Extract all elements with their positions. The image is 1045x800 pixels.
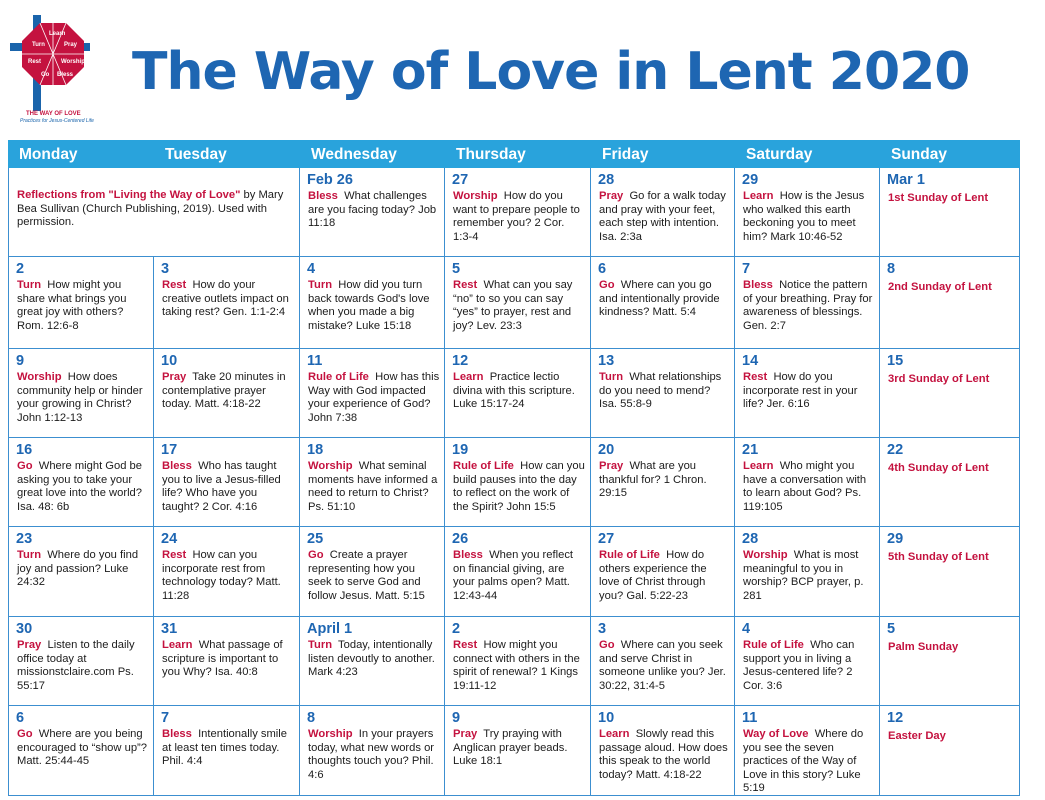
practice-keyword: Pray [599,460,624,472]
day-cell [445,527,591,617]
day-cell [880,706,1020,796]
day-cell [445,438,591,527]
reflection-question: Who might you have a conversation with to learn about God? [743,460,867,500]
day-cell [300,527,445,617]
reflection [453,460,586,514]
reflection-question: Take 20 minutes in contemplative prayer today. [162,371,286,411]
practice-keyword: Worship [453,190,498,202]
scripture-reference: Phil. 4:4 [162,755,203,768]
day-cell [735,438,880,527]
day-cell [880,257,1020,349]
day-header-sunday: Sunday [891,146,947,163]
date-number: 18 [307,442,324,458]
reflection-question: Who can support you in living a Jesus-centered life? [743,639,855,679]
practice-keyword: Turn [599,371,624,383]
reflection-question: Today, intentionally listen devoutly to another. [308,639,435,665]
reflection [743,549,875,603]
day-header-friday: Friday [602,146,649,163]
reflection [308,639,440,680]
day-cell [880,527,1020,617]
date-number: 23 [16,531,33,547]
reflection [453,639,586,693]
reflection [162,728,295,769]
day-cell [735,257,880,349]
day-cell [735,349,880,438]
date-number: April 1 [307,621,353,637]
reflection-question: Where do you see the seven practices of the Way of Love in this story? [743,728,864,781]
reflection-question: How can you incorporate rest from technology today? [162,549,266,589]
reflection-question: How is the Jesus who walked this earth beckoning you to meet him? [743,190,865,243]
date-number: 6 [598,261,607,277]
day-cell [735,617,880,706]
reflection-question: Where might God be asking you to take your great love into the world? [17,460,143,500]
reflection [308,460,440,514]
scripture-reference: John 15:5 [506,500,556,513]
practice-keyword: Worship [17,371,62,383]
scripture-reference: Ps. 51:10 [308,500,356,513]
date-number: 8 [307,710,316,726]
reflection [599,639,730,693]
date-number: 7 [161,710,170,726]
day-cell [154,349,300,438]
date-number: 4 [307,261,316,277]
date-number: 29 [742,172,759,188]
practice-keyword: Learn [599,728,630,740]
practice-keyword: Bless [453,549,483,561]
day-cell [154,257,300,349]
scripture-reference: Job 11:18 [308,203,437,230]
date-number: 2 [16,261,25,277]
practice-keyword: Go [17,460,33,472]
day-cell [735,527,880,617]
day-cell [591,257,735,349]
date-number: 20 [598,442,615,458]
date-number: 6 [16,710,25,726]
scripture-reference: Isa. 2:3a [599,230,642,243]
logo-word: Turn [32,42,45,48]
practice-keyword: Rule of Life [599,549,660,561]
date-number: 21 [742,442,759,458]
day-cell [154,527,300,617]
logo-tagline: Practices for Jesus-Centered Life [20,118,94,124]
day-cell [300,617,445,706]
reflection [17,728,149,769]
logo-word: Pray [64,42,78,48]
date-number: 31 [161,621,178,637]
reflection-question: How does community help or hinder your growing in Christ? [17,371,143,411]
date-number: 5 [887,621,896,637]
reflection [453,279,586,333]
day-cell [8,527,154,617]
reflection-question: How might you share what brings you great joy with others? [17,279,127,319]
scripture-reference: Mark 10:46-52 [770,230,843,243]
date-number: 5 [452,261,461,277]
day-cell [880,438,1020,527]
reflection [17,460,149,514]
practice-keyword: Bless [743,279,773,291]
day-cell [445,349,591,438]
scripture-reference: 2 Cor. 4:16 [202,500,258,513]
reflection [453,371,586,412]
scripture-reference: Lev. 23:3 [476,319,522,332]
scripture-reference: Luke 24:32 [17,562,129,589]
scripture-reference: Jer. 6:16 [766,398,810,411]
day-cell [8,617,154,706]
cross-octagon-icon [10,15,110,111]
date-number: 27 [598,531,615,547]
reflection-question: Go for a walk today and pray with your feet, each step with intention. [599,190,726,230]
reflection [17,549,149,590]
sunday-label: Easter Day [888,730,946,742]
practice-keyword: Rest [162,279,187,291]
date-number: 24 [161,531,178,547]
practice-keyword: Rest [453,639,478,651]
reflection-question: Listen to the daily office today at missionstclaire.com [17,639,135,679]
sunday-label: Palm Sunday [888,641,959,653]
day-cell [880,617,1020,706]
practice-keyword: Bless [162,460,192,472]
reflection [599,460,730,501]
date-number: 14 [742,353,759,369]
practice-keyword: Way of Love [743,728,809,740]
practice-keyword: Rule of Life [308,371,369,383]
day-header-thursday: Thursday [456,146,526,163]
reflection-question: What relationships do you need to mend? [599,371,722,397]
practice-keyword: Learn [162,639,193,651]
reflection [743,190,875,244]
date-number: 9 [16,353,25,369]
day-cell [591,349,735,438]
reflection [162,549,295,603]
logo-word: Learn [49,31,66,37]
scripture-reference: Rom. 12:6-8 [17,319,79,332]
date-number: 28 [742,531,759,547]
date-number: 19 [452,442,469,458]
reflection-question: Intentionally smile at least ten times today. [162,728,287,754]
reflection [743,728,875,796]
date-number: 13 [598,353,615,369]
reflection-question: Who has taught you to live a Jesus-filled life? Who have you taught? [162,460,281,513]
practice-keyword: Bless [162,728,192,740]
reflection [453,190,586,244]
reflection-question: How did you turn back towards God's love when you made a big mistake? [308,279,430,332]
practice-keyword: Worship [308,460,353,472]
day-cell [300,168,445,257]
date-number: Mar 1 [887,172,925,188]
way-of-love-logo [10,15,110,127]
sunday-label: 5th Sunday of Lent [888,551,989,563]
reflection-question: What challenges are you facing today? [308,190,427,216]
reflection-question: What are you thankful for? [599,460,697,486]
practice-keyword: Turn [17,279,42,291]
reflection [599,549,730,603]
reflection-question: In your prayers today, what new words or thoughts touch you? [308,728,435,768]
date-number: 7 [742,261,751,277]
date-number: 2 [452,621,461,637]
date-number: 3 [598,621,607,637]
reflection [162,460,295,514]
practice-keyword: Go [308,549,324,561]
practice-keyword: Learn [743,460,774,472]
reflection-question: Where can you go and intentionally provide kindness? [599,279,720,319]
date-number: 25 [307,531,324,547]
date-number: 26 [452,531,469,547]
reflection-question: What passage of scripture is important to you Why? [162,639,283,679]
date-number: 16 [16,442,33,458]
day-cell [445,706,591,796]
intro-title: Reflections from "Living the Way of Love" [17,189,241,201]
sunday-label: 4th Sunday of Lent [888,462,989,474]
date-number: 12 [887,710,904,726]
scripture-reference: Jer. 30:22, 31:4-5 [599,666,726,692]
reflection [453,728,586,769]
date-number: 12 [452,353,469,369]
practice-keyword: Learn [743,190,774,202]
date-number: 30 [16,621,33,637]
reflection [162,639,295,680]
scripture-reference: Isa. 40:8 [214,666,258,679]
scripture-reference: Matt. 4:18-22 [635,768,702,781]
date-number: 10 [161,353,178,369]
reflection-question: Try praying with Anglican prayer beads. [453,728,568,754]
reflection [599,279,730,320]
day-cell [445,617,591,706]
reflection-question: What can you say “no” to so you can say “yes” to prayer, rest and joy? [453,279,573,332]
practice-keyword: Learn [453,371,484,383]
date-number: 10 [598,710,615,726]
scripture-reference: Phil. 4:6 [308,755,434,781]
practice-keyword: Worship [308,728,353,740]
scripture-reference: Matt. 25:44-45 [17,755,90,768]
intro-body: by Mary Bea Sullivan (Church Publishing, 2019). Used with permission. [17,189,284,229]
reflection-question: Where are you being encouraged to “show up”? [17,728,147,754]
intro-text [9,168,299,230]
scripture-reference: Mark 4:23 [308,666,358,679]
practice-keyword: Bless [308,190,338,202]
scripture-reference: Luke 15:18 [355,319,412,332]
date-number: 28 [598,172,615,188]
intro-cell [8,168,300,257]
date-number: 4 [742,621,751,637]
day-cell [591,617,735,706]
reflection-question: How might you connect with others in the spirit of renewal? [453,639,580,679]
date-number: 8 [887,261,896,277]
reflection [17,279,149,333]
day-cell [591,168,735,257]
reflection [162,279,295,320]
day-cell [735,168,880,257]
day-cell [591,706,735,796]
day-cell [8,257,154,349]
day-cell [154,617,300,706]
day-cell [300,349,445,438]
scripture-reference: BCP prayer, p. 281 [743,576,864,602]
date-number: Feb 26 [307,172,353,188]
practice-keyword: Pray [599,190,624,202]
logo-word: Bless [57,72,74,78]
lent-calendar [8,140,1020,796]
reflection-question: Create a prayer representing how you seek to serve God and follow Jesus. [308,549,421,602]
date-number: 11 [307,353,323,369]
practice-keyword: Rest [743,371,768,383]
practice-keyword: Go [17,728,33,740]
reflection-question: Where can you seek and serve Christ in someone unlike you? [599,639,723,679]
scripture-reference: Luke 18:1 [453,755,503,768]
reflection [17,639,149,693]
reflection-question: What is most meaningful to you in worship? [743,549,859,589]
date-number: 29 [887,531,904,547]
scripture-reference: 1 Chron. 29:15 [599,473,707,500]
date-number: 27 [452,172,469,188]
practice-keyword: Pray [17,639,42,651]
day-cell [880,349,1020,438]
reflection [599,728,730,782]
scripture-reference: Gal. 5:22-23 [626,589,688,602]
reflection [162,371,295,412]
date-number: 17 [161,442,178,458]
scripture-reference: 2 Cor. 1:3-4 [453,217,565,243]
reflection [453,549,586,603]
reflection-question: How do you incorporate rest in your life? [743,371,858,411]
scripture-reference: Luke 5:19 [743,768,861,795]
day-cell [300,257,445,349]
reflection [743,460,875,514]
practice-keyword: Go [599,639,615,651]
scripture-reference: Matt. 12:43-44 [453,576,570,602]
day-header-wednesday: Wednesday [311,146,397,163]
day-cell [8,438,154,527]
scripture-reference: 1 Kings 19:11-12 [453,666,579,692]
reflection-question: How do others experience the love of Christ through you? [599,549,707,602]
reflection [308,549,440,603]
date-number: 11 [742,710,758,726]
scripture-reference: Matt. 5:15 [375,589,425,602]
scripture-reference: 2 Cor. 3:6 [743,666,853,692]
day-cell [735,706,880,796]
day-cell [154,706,300,796]
date-number: 22 [887,442,904,458]
practice-keyword: Turn [17,549,42,561]
reflection [308,279,440,333]
date-number: 15 [887,353,904,369]
reflection-question: When you reflect on financial giving, are your palms open? [453,549,574,589]
day-cell [8,349,154,438]
date-number: 9 [452,710,461,726]
reflection [308,190,440,231]
scripture-reference: John 7:38 [308,411,358,424]
practice-keyword: Rest [453,279,478,291]
sunday-label: 2nd Sunday of Lent [888,281,992,293]
scripture-reference: Matt. 5:4 [652,306,697,319]
scripture-reference: Isa. 48: 6b [17,500,70,513]
logo-word: Worship [61,59,85,65]
day-cell [591,527,735,617]
day-header-saturday: Saturday [746,146,813,163]
reflection [308,371,440,425]
reflection-question: How has this Way with God impacted your experience of God? [308,371,440,411]
reflection [599,371,730,412]
scripture-reference: Gen. 2:7 [743,319,786,332]
day-cell [880,168,1020,257]
scripture-reference: Ps. 119:105 [743,487,862,513]
reflection-question: Slowly read this passage aloud. How does this speak to the world today? [599,728,728,781]
reflection [743,371,875,412]
practice-keyword: Turn [308,639,333,651]
day-cell [154,438,300,527]
logo-brand: THE WAY OF LOVE [26,111,81,117]
practice-keyword: Rule of Life [743,639,804,651]
practice-keyword: Go [599,279,615,291]
reflection [599,190,730,244]
weekday-header [8,140,1020,168]
practice-keyword: Rest [162,549,187,561]
reflection-question: Notice the pattern of your breathing. Pray for awareness of blessings. [743,279,873,319]
day-header-tuesday: Tuesday [165,146,227,163]
reflection [308,728,440,782]
reflection-question: Where do you find joy and passion? [17,549,139,575]
day-cell [300,706,445,796]
scripture-reference: Matt. 11:28 [162,576,281,602]
logo-word: Rest [28,59,42,65]
scripture-reference: Ps. 55:17 [17,666,134,692]
scripture-reference: Isa. 55:8-9 [599,398,652,411]
day-cell [300,438,445,527]
scripture-reference: Matt. 4:18-22 [194,398,261,411]
practice-keyword: Turn [308,279,333,291]
practice-keyword: Pray [162,371,187,383]
logo-word: Go [41,72,50,78]
reflection-question: What seminal moments have informed a need to return to Christ? [308,460,438,500]
page-title: The Way of Love in Lent 2020 [132,42,970,102]
day-cell [8,706,154,796]
reflection-question: How can you build pauses into the day to reflect on the work of the Spirit? [453,460,585,513]
reflection-question: How do you want to prepare people to remember you? [453,190,580,230]
sunday-label: 3rd Sunday of Lent [888,373,990,385]
reflection [17,371,149,425]
practice-keyword: Pray [453,728,478,740]
reflection-question: How do your creative outlets impact on taking rest? [162,279,289,319]
sunday-label: 1st Sunday of Lent [888,192,989,204]
scripture-reference: Gen. 1:1-2:4 [222,306,286,319]
reflection-question: Practice lectio divina with this scripture. [453,371,575,397]
date-number: 3 [161,261,170,277]
day-cell [445,168,591,257]
day-cell [591,438,735,527]
reflection [743,279,875,333]
day-header-monday: Monday [19,146,78,163]
reflection [743,639,875,693]
day-cell [445,257,591,349]
practice-keyword: Rule of Life [453,460,514,472]
scripture-reference: Luke 15:17-24 [453,398,525,411]
practice-keyword: Worship [743,549,788,561]
scripture-reference: John 1:12-13 [17,411,83,424]
